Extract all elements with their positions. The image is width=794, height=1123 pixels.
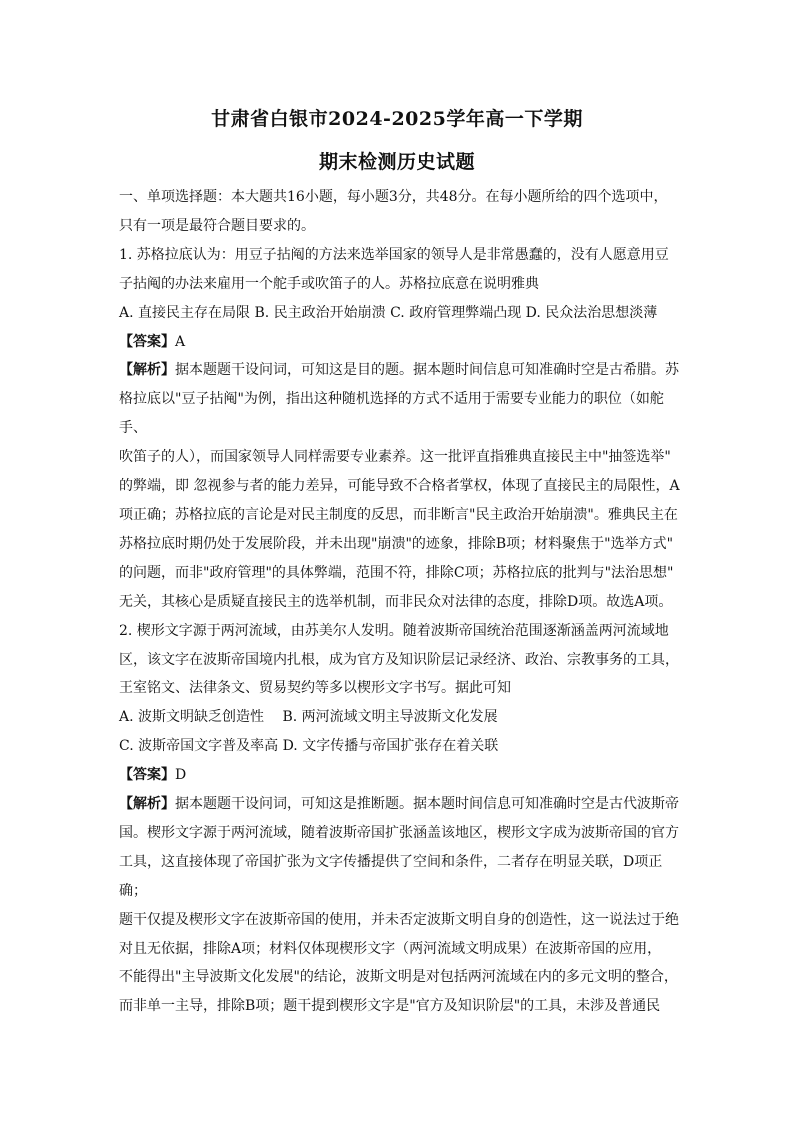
question-2-stem: 2. 楔形文字源于两河流域，由苏美尔人发明。随着波斯帝国统治范围逐渐涵盖两河流域地	[119, 622, 669, 639]
question-2-options: A. 波斯文明缺乏创造性 B. 两河流域文明主导波斯文化发展	[119, 709, 498, 726]
question-2-options: C. 波斯帝国文字普及率高 D. 文字传播与帝国扩张存在着关联	[119, 738, 499, 755]
answer-tag: 【答案】	[119, 333, 175, 350]
question-1-answer	[119, 328, 685, 357]
question-1-analysis: 格拉底以"豆子拈阄"为例，指出这种随机选择的方式不适用于需要专业能力的职位（如舵手、	[119, 391, 664, 437]
question-1-analysis: 的问题，而非"政府管理"的具体弊端，范围不符，排除C项；苏格拉底的批判与"法治思想"	[119, 564, 674, 581]
question-2-analysis: 国。楔形文字源于两河流域，随着波斯帝国扩张涵盖该地区，楔形文字成为波斯帝国的官方	[119, 824, 679, 841]
document-body	[119, 183, 685, 1021]
title-line-2: 期末检测历史试题	[318, 151, 475, 173]
question-1-analysis: 无关，其核心是质疑直接民主的选举机制，而非民众对法律的态度，排除D项。故选A项。	[119, 593, 673, 610]
answer-value: A	[175, 333, 186, 350]
section-intro: 只有一项是最符合题目要求的。	[119, 217, 315, 234]
question-1-options: A. 直接民主存在局限 B. 民主政治开始崩溃 C. 政府管理弊端凸现 D. 民众法治思想淡薄	[119, 304, 658, 321]
question-2-analysis	[119, 790, 685, 819]
question-1-analysis: 项正确；苏格拉底的言论是对民主制度的反思，而非断言"民主政治开始崩溃"。雅典民主在	[119, 506, 678, 523]
question-1-analysis: 苏格拉底时期仍处于发展阶段，并未出现"崩溃"的迹象，排除B项；材料聚焦于"选举方式"	[119, 535, 674, 552]
question-2-stem: 区，该文字在波斯帝国境内扎根，成为官方及知识阶层记录经济、政治、宗教事务的工具，	[119, 651, 679, 668]
answer-value: D	[175, 767, 187, 784]
section-intro: 一、单项选择题：本大题共16小题，每小题3分，共48分。在每小题所给的四个选项中，	[119, 189, 668, 205]
analysis-text: 据本题题干设问词，可知这是目的题。据本题时间信息可知准确时空是古希腊。苏	[175, 362, 679, 379]
analysis-text: 据本题题干设问词，可知这是推断题。据本题时间信息可知准确时空是古代波斯帝	[175, 796, 679, 813]
question-2-analysis: 对且无依据，排除A项；材料仅体现楔形文字（两河流域文明成果）在波斯帝国的应用，	[119, 940, 662, 957]
question-2-stem: 王室铭文、法律条文、贸易契约等多以楔形文字书写。据此可知	[119, 680, 511, 697]
question-1-analysis: 的弊端，即 忽视参与者的能力差异，可能导致不合格者掌权，体现了直接民主的局限性，A	[119, 478, 680, 495]
question-2-analysis: 不能得出"主导波斯文化发展"的结论，波斯文明是对包括两河流域在内的多元文明的整合，	[119, 969, 678, 986]
question-2-analysis: 而非单一主导，排除B项；题干提到楔形文字是"官方及知识阶层"的工具，未涉及普通民	[119, 998, 661, 1015]
answer-tag: 【答案】	[119, 767, 175, 784]
analysis-tag: 【解析】	[119, 362, 175, 379]
question-2-analysis: 工具，这直接体现了帝国扩张为文字传播提供了空间和条件，二者存在明显关联，D项正确；	[119, 853, 663, 899]
question-1-stem: 1. 苏格拉底认为：用豆子拈阄的方法来选举国家的领导人是非常愚蠢的，没有人愿意用豆	[119, 246, 669, 263]
question-1-stem: 子拈阄的办法来雇用一个舵手或吹笛子的人。苏格拉底意在说明雅典	[119, 275, 539, 292]
question-2-answer	[119, 761, 685, 790]
analysis-tag: 【解析】	[119, 796, 175, 813]
question-1-analysis	[119, 356, 685, 385]
title-line-1: 甘肃省白银市2024-2025学年高一下学期	[211, 108, 583, 130]
question-2-analysis: 题干仅提及楔形文字在波斯帝国的使用，并未否定波斯文明自身的创造性，这一说法过于绝	[119, 911, 679, 928]
question-1-analysis: 吹笛子的人），而国家领导人同样需要专业素养。这一批评直指雅典直接民主中"抽签选举"	[119, 449, 671, 466]
